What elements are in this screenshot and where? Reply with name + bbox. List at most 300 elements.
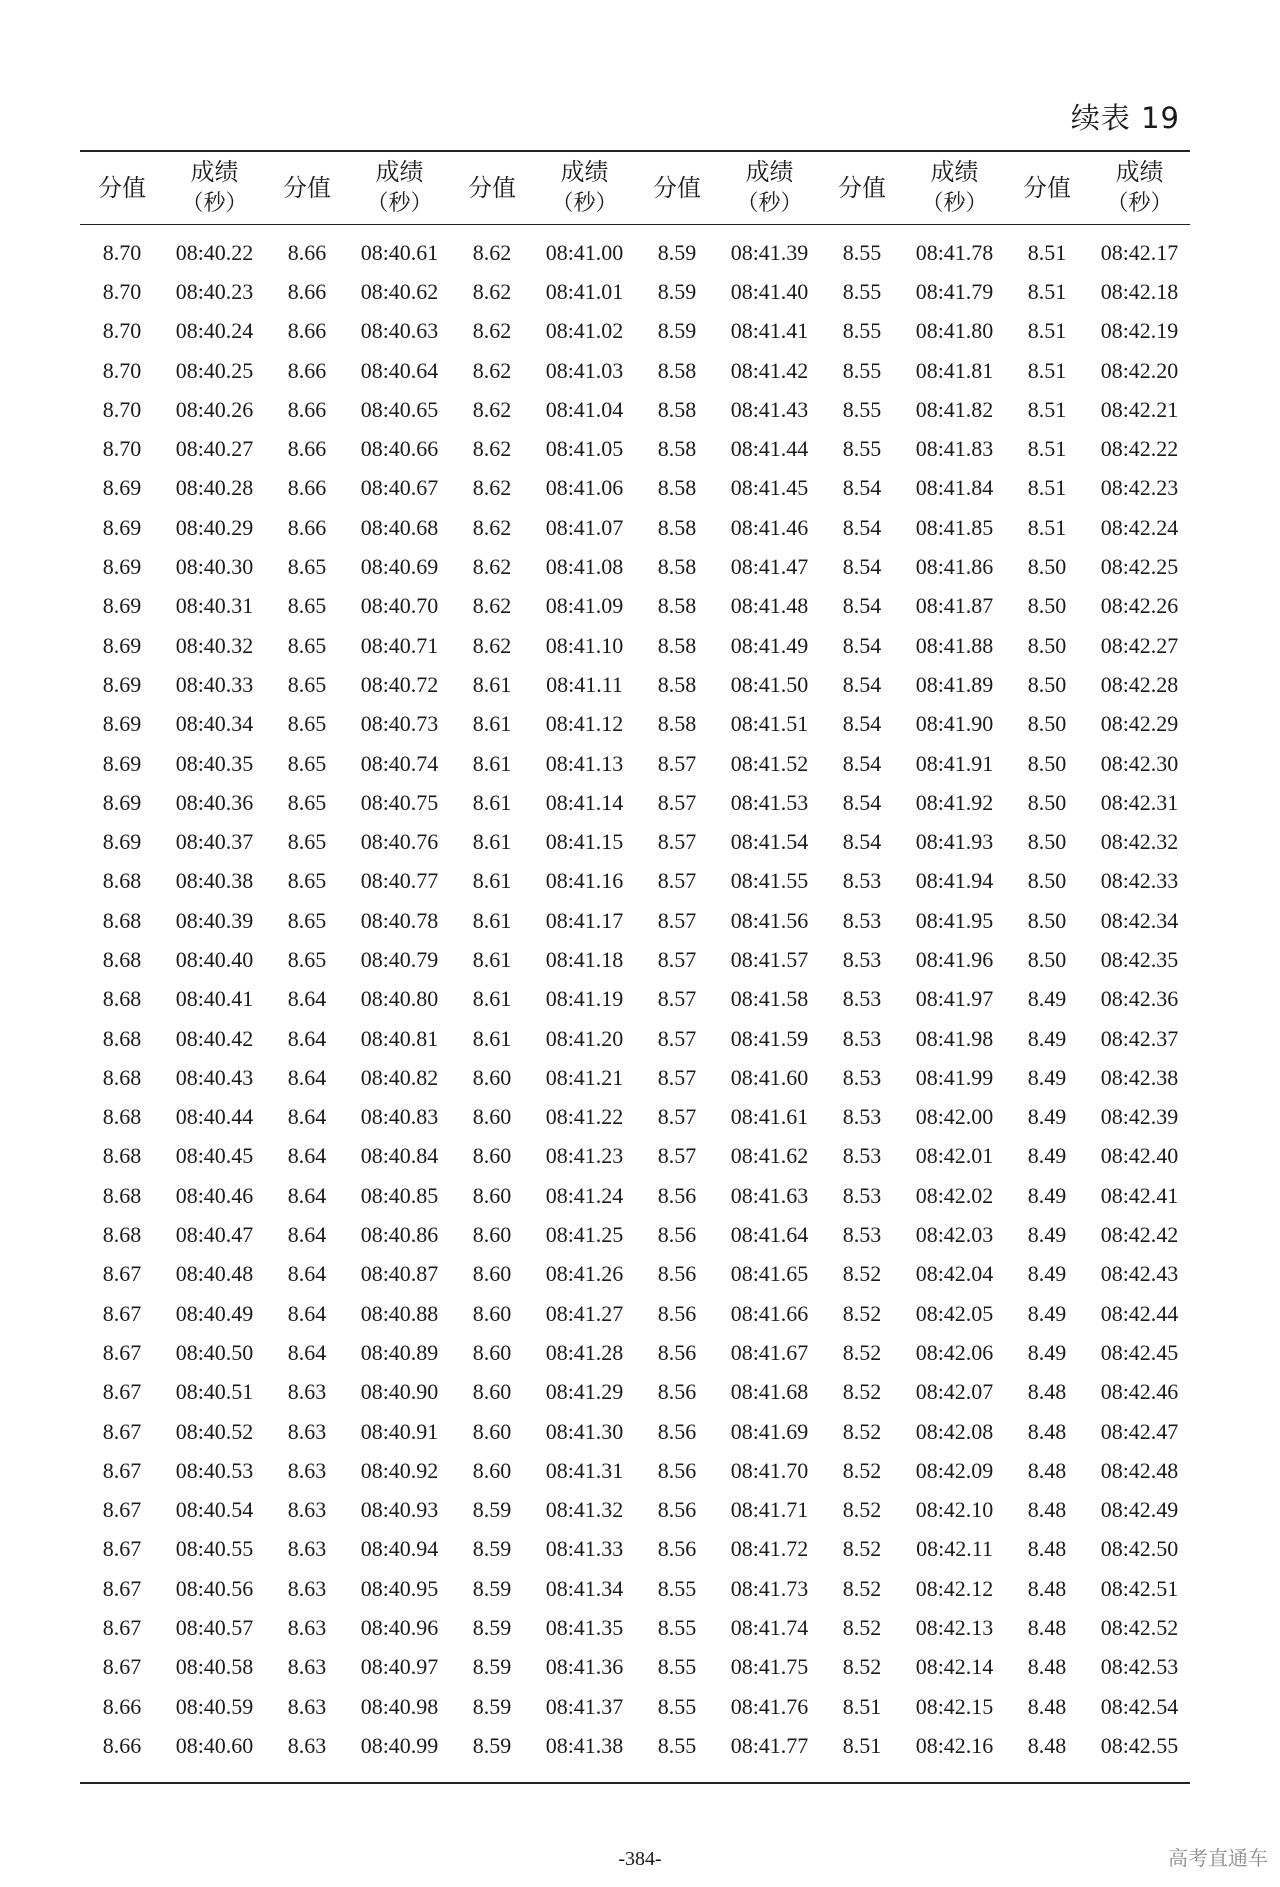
score-cell: 8.57 xyxy=(657,750,697,776)
time-cell: 08:40.82 xyxy=(360,1064,439,1090)
score-cell: 8.53 xyxy=(842,1222,882,1248)
score-cell: 8.58 xyxy=(657,554,697,580)
header-score: 分值 xyxy=(450,151,534,225)
score-cell: 8.59 xyxy=(657,239,697,265)
header-score: 分值 xyxy=(80,151,164,225)
time-cell: 08:41.62 xyxy=(730,1143,809,1169)
time-cell: 08:41.72 xyxy=(730,1536,809,1562)
score-cell: 8.60 xyxy=(472,1457,512,1483)
watermark: 高考直通车 xyxy=(1168,1846,1268,1870)
score-cell: 8.63 xyxy=(287,1418,327,1444)
score-cell: 8.51 xyxy=(1027,475,1067,501)
time-cell: 08:40.51 xyxy=(175,1379,254,1405)
time-cell: 08:40.83 xyxy=(360,1104,439,1130)
score-cell: 8.54 xyxy=(842,554,882,580)
score-cell: 8.53 xyxy=(842,868,882,894)
score-cell: 8.49 xyxy=(1027,1300,1067,1326)
table-header-row xyxy=(80,151,1190,225)
time-cell: 08:41.63 xyxy=(730,1182,809,1208)
score-cell: 8.50 xyxy=(1027,868,1067,894)
time-cell: 08:40.86 xyxy=(360,1222,439,1248)
time-cell: 08:41.82 xyxy=(915,396,994,422)
time-cell: 08:42.29 xyxy=(1100,711,1179,737)
time-cell: 08:40.79 xyxy=(360,946,439,972)
score-cell: 8.59 xyxy=(472,1732,512,1758)
score-cell: 8.62 xyxy=(472,318,512,344)
score-cell: 8.49 xyxy=(1027,986,1067,1012)
time-cell: 08:41.43 xyxy=(730,396,809,422)
time-cell: 08:40.87 xyxy=(360,1261,439,1287)
time-cell: 08:41.49 xyxy=(730,632,809,658)
page-number: -384- xyxy=(618,1848,662,1870)
score-cell: 8.52 xyxy=(842,1497,882,1523)
time-cell: 08:40.34 xyxy=(175,711,254,737)
score-cell: 8.67 xyxy=(102,1261,142,1287)
score-cell: 8.58 xyxy=(657,357,697,383)
score-cell: 8.54 xyxy=(842,514,882,540)
score-cell: 8.59 xyxy=(472,1497,512,1523)
time-cell: 08:42.16 xyxy=(915,1732,994,1758)
time-cell: 08:42.20 xyxy=(1100,357,1179,383)
score-cell: 8.64 xyxy=(287,1104,327,1130)
time-cell: 08:42.32 xyxy=(1100,829,1179,855)
time-cell: 08:41.46 xyxy=(730,514,809,540)
time-cell: 08:41.08 xyxy=(545,554,624,580)
score-cell: 8.65 xyxy=(287,829,327,855)
score-cell: 8.62 xyxy=(472,514,512,540)
score-cell: 8.48 xyxy=(1027,1536,1067,1562)
time-cell: 08:40.33 xyxy=(175,671,254,697)
time-cell: 08:42.45 xyxy=(1100,1339,1179,1365)
score-cell: 8.66 xyxy=(287,396,327,422)
time-cell: 08:40.22 xyxy=(175,239,254,265)
time-cell: 08:41.17 xyxy=(545,907,624,933)
header-time-line1: 成绩 xyxy=(190,158,239,186)
score-cell: 8.49 xyxy=(1027,1064,1067,1090)
time-cell: 08:40.24 xyxy=(175,318,254,344)
table-caption: 续表 19 xyxy=(1070,101,1180,135)
time-cell: 08:40.93 xyxy=(360,1497,439,1523)
table-row xyxy=(80,1373,1190,1412)
table-row xyxy=(80,312,1190,351)
score-cell: 8.57 xyxy=(657,829,697,855)
time-cell: 08:40.98 xyxy=(360,1693,439,1719)
time-cell: 08:40.39 xyxy=(175,907,254,933)
time-cell: 08:40.50 xyxy=(175,1339,254,1365)
time-cell: 08:42.14 xyxy=(915,1654,994,1680)
header-time-line2: （秒） xyxy=(1106,191,1173,216)
time-cell: 08:42.06 xyxy=(915,1339,994,1365)
score-cell: 8.50 xyxy=(1027,946,1067,972)
table-row xyxy=(80,1530,1190,1569)
header-time-line1: 成绩 xyxy=(375,158,424,186)
table-row xyxy=(80,1687,1190,1726)
time-cell: 08:42.54 xyxy=(1100,1693,1179,1719)
time-cell: 08:40.30 xyxy=(175,554,254,580)
time-cell: 08:42.08 xyxy=(915,1418,994,1444)
score-cell: 8.57 xyxy=(657,868,697,894)
time-cell: 08:40.27 xyxy=(175,436,254,462)
time-cell: 08:41.86 xyxy=(915,554,994,580)
time-cell: 08:42.36 xyxy=(1100,986,1179,1012)
time-cell: 08:40.95 xyxy=(360,1575,439,1601)
table-row xyxy=(80,822,1190,861)
time-cell: 08:42.13 xyxy=(915,1615,994,1641)
table-row xyxy=(80,1098,1190,1137)
score-cell: 8.53 xyxy=(842,1143,882,1169)
score-cell: 8.64 xyxy=(287,1182,327,1208)
score-cell: 8.64 xyxy=(287,1339,327,1365)
score-cell: 8.50 xyxy=(1027,750,1067,776)
score-cell: 8.52 xyxy=(842,1261,882,1287)
time-cell: 08:41.84 xyxy=(915,475,994,501)
time-cell: 08:41.71 xyxy=(730,1497,809,1523)
score-cell: 8.70 xyxy=(102,239,142,265)
score-cell: 8.68 xyxy=(102,1182,142,1208)
score-cell: 8.57 xyxy=(657,789,697,815)
score-cell: 8.58 xyxy=(657,671,697,697)
time-cell: 08:41.20 xyxy=(545,1025,624,1051)
time-cell: 08:42.15 xyxy=(915,1693,994,1719)
time-cell: 08:41.18 xyxy=(545,946,624,972)
table-row xyxy=(80,1648,1190,1687)
score-cell: 8.61 xyxy=(472,986,512,1012)
score-cell: 8.66 xyxy=(287,436,327,462)
time-cell: 08:41.19 xyxy=(545,986,624,1012)
score-cell: 8.54 xyxy=(842,593,882,619)
score-cell: 8.67 xyxy=(102,1418,142,1444)
time-cell: 08:42.09 xyxy=(915,1457,994,1483)
time-cell: 08:42.28 xyxy=(1100,671,1179,697)
score-cell: 8.63 xyxy=(287,1615,327,1641)
score-cell: 8.65 xyxy=(287,750,327,776)
time-cell: 08:42.43 xyxy=(1100,1261,1179,1287)
time-cell: 08:40.37 xyxy=(175,829,254,855)
time-cell: 08:40.70 xyxy=(360,593,439,619)
score-cell: 8.57 xyxy=(657,907,697,933)
time-cell: 08:41.45 xyxy=(730,475,809,501)
time-cell: 08:40.90 xyxy=(360,1379,439,1405)
score-cell: 8.52 xyxy=(842,1575,882,1601)
time-cell: 08:40.54 xyxy=(175,1497,254,1523)
score-cell: 8.53 xyxy=(842,1025,882,1051)
table-row xyxy=(80,1412,1190,1451)
time-cell: 08:40.84 xyxy=(360,1143,439,1169)
score-cell: 8.68 xyxy=(102,1143,142,1169)
score-cell: 8.50 xyxy=(1027,907,1067,933)
table-row xyxy=(80,351,1190,390)
time-cell: 08:40.73 xyxy=(360,711,439,737)
score-cell: 8.49 xyxy=(1027,1261,1067,1287)
score-cell: 8.58 xyxy=(657,632,697,658)
score-cell: 8.63 xyxy=(287,1457,327,1483)
score-cell: 8.56 xyxy=(657,1261,697,1287)
score-cell: 8.62 xyxy=(472,396,512,422)
time-cell: 08:41.30 xyxy=(545,1418,624,1444)
time-cell: 08:41.65 xyxy=(730,1261,809,1287)
score-cell: 8.51 xyxy=(1027,357,1067,383)
score-cell: 8.54 xyxy=(842,750,882,776)
time-cell: 08:41.01 xyxy=(545,278,624,304)
time-cell: 08:42.12 xyxy=(915,1575,994,1601)
time-cell: 08:42.46 xyxy=(1100,1379,1179,1405)
score-cell: 8.63 xyxy=(287,1379,327,1405)
time-cell: 08:41.96 xyxy=(915,946,994,972)
time-cell: 08:41.35 xyxy=(545,1615,624,1641)
score-cell: 8.66 xyxy=(287,514,327,540)
time-cell: 08:40.32 xyxy=(175,632,254,658)
time-cell: 08:40.85 xyxy=(360,1182,439,1208)
score-cell: 8.48 xyxy=(1027,1732,1067,1758)
score-cell: 8.66 xyxy=(287,357,327,383)
score-cell: 8.62 xyxy=(472,475,512,501)
time-cell: 08:41.07 xyxy=(545,514,624,540)
time-cell: 08:40.78 xyxy=(360,907,439,933)
score-cell: 8.59 xyxy=(472,1615,512,1641)
score-cell: 8.61 xyxy=(472,907,512,933)
time-cell: 08:42.17 xyxy=(1100,239,1179,265)
time-cell: 08:41.94 xyxy=(915,868,994,894)
score-cell: 8.55 xyxy=(657,1654,697,1680)
score-cell: 8.70 xyxy=(102,357,142,383)
time-cell: 08:41.40 xyxy=(730,278,809,304)
score-cell: 8.59 xyxy=(472,1693,512,1719)
score-cell: 8.52 xyxy=(842,1379,882,1405)
time-cell: 08:42.40 xyxy=(1100,1143,1179,1169)
time-cell: 08:41.52 xyxy=(730,750,809,776)
score-cell: 8.68 xyxy=(102,868,142,894)
score-cell: 8.67 xyxy=(102,1300,142,1326)
score-cell: 8.69 xyxy=(102,829,142,855)
score-cell: 8.65 xyxy=(287,868,327,894)
score-cell: 8.60 xyxy=(472,1143,512,1169)
time-cell: 08:41.39 xyxy=(730,239,809,265)
time-cell: 08:40.88 xyxy=(360,1300,439,1326)
time-cell: 08:41.93 xyxy=(915,829,994,855)
time-cell: 08:42.47 xyxy=(1100,1418,1179,1444)
score-cell: 8.65 xyxy=(287,711,327,737)
table-row xyxy=(80,901,1190,940)
score-cell: 8.51 xyxy=(842,1693,882,1719)
table-body xyxy=(80,225,1190,1783)
time-cell: 08:41.67 xyxy=(730,1339,809,1365)
time-cell: 08:41.60 xyxy=(730,1064,809,1090)
time-cell: 08:41.61 xyxy=(730,1104,809,1130)
time-cell: 08:41.50 xyxy=(730,671,809,697)
score-cell: 8.64 xyxy=(287,1300,327,1326)
table-row xyxy=(80,429,1190,468)
time-cell: 08:41.85 xyxy=(915,514,994,540)
time-cell: 08:40.91 xyxy=(360,1418,439,1444)
score-cell: 8.54 xyxy=(842,475,882,501)
time-cell: 08:42.55 xyxy=(1100,1732,1179,1758)
time-cell: 08:41.36 xyxy=(545,1654,624,1680)
time-cell: 08:40.63 xyxy=(360,318,439,344)
table-row xyxy=(80,1491,1190,1530)
time-cell: 08:40.48 xyxy=(175,1261,254,1287)
time-cell: 08:42.26 xyxy=(1100,593,1179,619)
time-cell: 08:42.21 xyxy=(1100,396,1179,422)
score-cell: 8.68 xyxy=(102,946,142,972)
time-cell: 08:40.80 xyxy=(360,986,439,1012)
time-cell: 08:42.44 xyxy=(1100,1300,1179,1326)
time-cell: 08:41.88 xyxy=(915,632,994,658)
score-cell: 8.67 xyxy=(102,1575,142,1601)
table-row xyxy=(80,1255,1190,1294)
header-time-line1: 成绩 xyxy=(930,158,979,186)
time-cell: 08:42.39 xyxy=(1100,1104,1179,1130)
time-cell: 08:41.21 xyxy=(545,1064,624,1090)
header-time xyxy=(904,151,1005,225)
score-cell: 8.59 xyxy=(472,1575,512,1601)
header-time xyxy=(1089,151,1190,225)
time-cell: 08:41.27 xyxy=(545,1300,624,1326)
header-score: 分值 xyxy=(1005,151,1089,225)
time-cell: 08:40.94 xyxy=(360,1536,439,1562)
score-cell: 8.69 xyxy=(102,789,142,815)
table-row xyxy=(80,626,1190,665)
score-cell: 8.65 xyxy=(287,671,327,697)
table-row xyxy=(80,744,1190,783)
score-cell: 8.65 xyxy=(287,554,327,580)
score-cell: 8.60 xyxy=(472,1418,512,1444)
time-cell: 08:41.95 xyxy=(915,907,994,933)
time-cell: 08:42.49 xyxy=(1100,1497,1179,1523)
table-row xyxy=(80,705,1190,744)
time-cell: 08:41.92 xyxy=(915,789,994,815)
score-cell: 8.64 xyxy=(287,1143,327,1169)
time-cell: 08:42.19 xyxy=(1100,318,1179,344)
time-cell: 08:41.90 xyxy=(915,711,994,737)
table-row xyxy=(80,1294,1190,1333)
time-cell: 08:40.38 xyxy=(175,868,254,894)
score-cell: 8.68 xyxy=(102,1064,142,1090)
time-cell: 08:41.76 xyxy=(730,1693,809,1719)
time-cell: 08:41.55 xyxy=(730,868,809,894)
score-cell: 8.57 xyxy=(657,1104,697,1130)
score-cell: 8.55 xyxy=(657,1575,697,1601)
header-time-line1: 成绩 xyxy=(745,158,794,186)
score-cell: 8.53 xyxy=(842,907,882,933)
score-cell: 8.69 xyxy=(102,711,142,737)
score-cell: 8.69 xyxy=(102,554,142,580)
score-cell: 8.61 xyxy=(472,789,512,815)
time-cell: 08:42.52 xyxy=(1100,1615,1179,1641)
score-cell: 8.53 xyxy=(842,986,882,1012)
score-cell: 8.51 xyxy=(842,1732,882,1758)
time-cell: 08:41.06 xyxy=(545,475,624,501)
score-cell: 8.56 xyxy=(657,1222,697,1248)
time-cell: 08:41.81 xyxy=(915,357,994,383)
table-row xyxy=(80,1019,1190,1058)
score-cell: 8.51 xyxy=(1027,514,1067,540)
score-cell: 8.56 xyxy=(657,1182,697,1208)
time-cell: 08:41.57 xyxy=(730,946,809,972)
score-cell: 8.50 xyxy=(1027,554,1067,580)
score-cell: 8.70 xyxy=(102,278,142,304)
score-cell: 8.63 xyxy=(287,1693,327,1719)
score-cell: 8.60 xyxy=(472,1379,512,1405)
score-cell: 8.51 xyxy=(1027,318,1067,344)
time-cell: 08:40.28 xyxy=(175,475,254,501)
time-cell: 08:41.66 xyxy=(730,1300,809,1326)
score-cell: 8.63 xyxy=(287,1654,327,1680)
time-cell: 08:40.46 xyxy=(175,1182,254,1208)
time-cell: 08:40.52 xyxy=(175,1418,254,1444)
score-cell: 8.49 xyxy=(1027,1143,1067,1169)
time-cell: 08:42.34 xyxy=(1100,907,1179,933)
table-row xyxy=(80,225,1190,273)
time-cell: 08:42.48 xyxy=(1100,1457,1179,1483)
time-cell: 08:42.51 xyxy=(1100,1575,1179,1601)
score-cell: 8.66 xyxy=(287,475,327,501)
header-time-line2: （秒） xyxy=(366,191,433,216)
score-cell: 8.64 xyxy=(287,1222,327,1248)
table-row xyxy=(80,1215,1190,1254)
time-cell: 08:42.01 xyxy=(915,1143,994,1169)
time-cell: 08:41.00 xyxy=(545,239,624,265)
time-cell: 08:40.77 xyxy=(360,868,439,894)
time-cell: 08:40.72 xyxy=(360,671,439,697)
score-cell: 8.55 xyxy=(842,239,882,265)
score-cell: 8.55 xyxy=(842,357,882,383)
time-cell: 08:40.45 xyxy=(175,1143,254,1169)
time-cell: 08:41.22 xyxy=(545,1104,624,1130)
time-cell: 08:42.50 xyxy=(1100,1536,1179,1562)
time-cell: 08:42.53 xyxy=(1100,1654,1179,1680)
time-cell: 08:41.10 xyxy=(545,632,624,658)
score-table xyxy=(80,150,1190,1784)
time-cell: 08:40.49 xyxy=(175,1300,254,1326)
time-cell: 08:42.07 xyxy=(915,1379,994,1405)
table-row xyxy=(80,862,1190,901)
time-cell: 08:42.04 xyxy=(915,1261,994,1287)
header-time-line2: （秒） xyxy=(921,191,988,216)
time-cell: 08:41.37 xyxy=(545,1693,624,1719)
score-cell: 8.52 xyxy=(842,1654,882,1680)
table-row xyxy=(80,1569,1190,1608)
time-cell: 08:40.25 xyxy=(175,357,254,383)
score-cell: 8.68 xyxy=(102,1104,142,1130)
time-cell: 08:41.79 xyxy=(915,278,994,304)
score-cell: 8.48 xyxy=(1027,1457,1067,1483)
time-cell: 08:42.42 xyxy=(1100,1222,1179,1248)
table-row xyxy=(80,508,1190,547)
score-cell: 8.64 xyxy=(287,986,327,1012)
score-cell: 8.58 xyxy=(657,475,697,501)
score-cell: 8.69 xyxy=(102,750,142,776)
score-cell: 8.67 xyxy=(102,1536,142,1562)
score-cell: 8.51 xyxy=(1027,436,1067,462)
score-cell: 8.49 xyxy=(1027,1222,1067,1248)
time-cell: 08:40.76 xyxy=(360,829,439,855)
score-cell: 8.69 xyxy=(102,475,142,501)
time-cell: 08:41.74 xyxy=(730,1615,809,1641)
score-cell: 8.50 xyxy=(1027,789,1067,815)
time-cell: 08:40.89 xyxy=(360,1339,439,1365)
time-cell: 08:41.41 xyxy=(730,318,809,344)
time-cell: 08:40.97 xyxy=(360,1654,439,1680)
score-cell: 8.54 xyxy=(842,829,882,855)
time-cell: 08:41.68 xyxy=(730,1379,809,1405)
time-cell: 08:40.74 xyxy=(360,750,439,776)
table-row xyxy=(80,1608,1190,1647)
score-cell: 8.53 xyxy=(842,946,882,972)
score-cell: 8.56 xyxy=(657,1497,697,1523)
score-cell: 8.58 xyxy=(657,436,697,462)
time-cell: 08:41.89 xyxy=(915,671,994,697)
score-cell: 8.70 xyxy=(102,396,142,422)
